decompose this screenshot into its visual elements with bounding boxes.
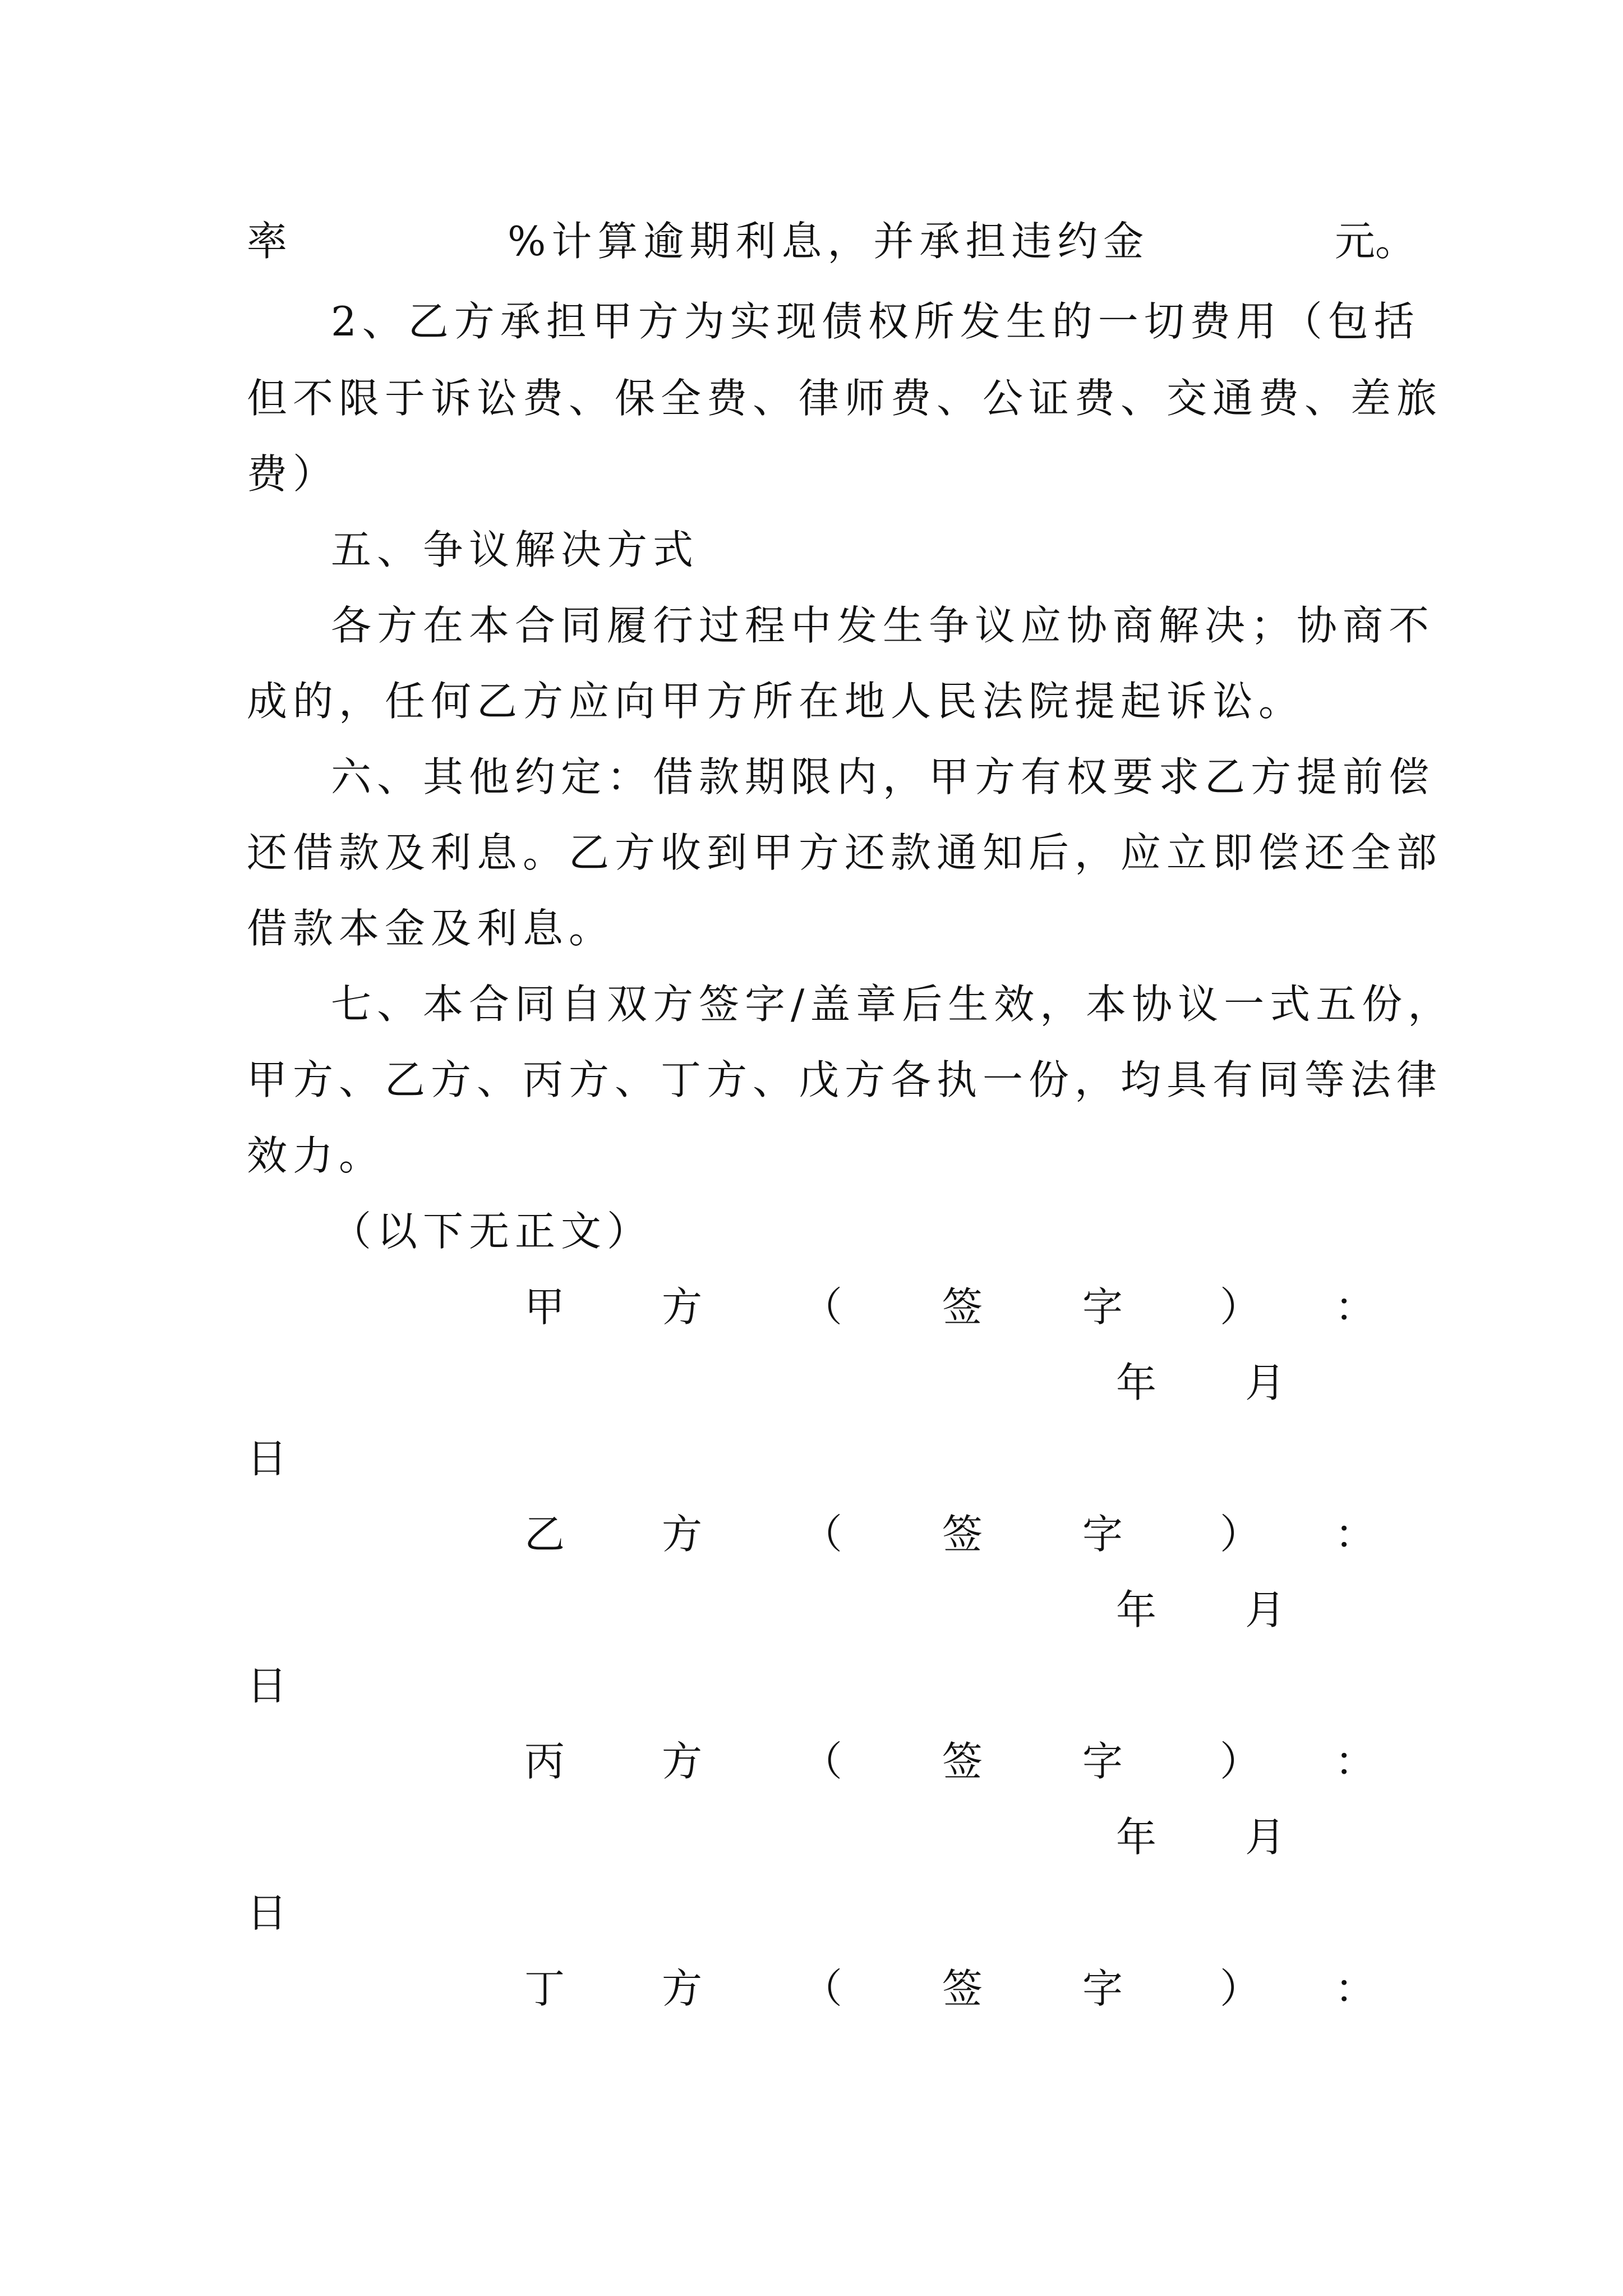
sig-year: 年	[1116, 1359, 1157, 1406]
clause-fees-line-3: 费）	[247, 450, 339, 498]
sig-qian: 签	[942, 1283, 983, 1331]
dispute-line-2: 成的，任何乙方应向甲方所在地人民法院提起诉讼。	[247, 678, 1305, 725]
sig-fang: 方	[662, 1283, 703, 1331]
other-terms-line-1: 六、其他约定：借款期限内，甲方有权要求乙方提前偿	[331, 753, 1435, 800]
sig-day: 日	[247, 1435, 288, 1482]
sig-close-paren: ）	[1220, 1511, 1261, 1558]
sig-month: 月	[1245, 1586, 1286, 1634]
sig-close-paren: ）	[1220, 1283, 1261, 1331]
clause-fees-line-2: 但不限于诉讼费、保全费、律师费、公证费、交通费、差旅	[247, 375, 1443, 422]
sig-zi: 字	[1082, 1511, 1123, 1558]
section-dispute-heading: 五、争议解决方式	[331, 526, 699, 573]
sig-open-paren: （	[802, 1283, 843, 1331]
sig-fang: 方	[662, 1511, 703, 1558]
no-further-text: （以下无正文）	[331, 1208, 653, 1255]
other-terms-line-2: 还借款及利息。乙方收到甲方还款通知后，应立即偿还全部	[247, 829, 1443, 876]
sig-zi: 字	[1082, 1283, 1123, 1331]
text-rate-prefix: 率	[247, 218, 288, 265]
sig-party: 甲	[524, 1283, 565, 1331]
sig-open-paren: （	[802, 1511, 843, 1558]
sig-year: 年	[1116, 1586, 1157, 1634]
sig-qian: 签	[942, 1965, 983, 2012]
sig-fang: 方	[662, 1738, 703, 1785]
sig-colon: ：	[1335, 1965, 1376, 2012]
text-overdue-interest: %计算逾期利息，并承担违约金	[508, 218, 1150, 265]
sig-qian: 签	[942, 1511, 983, 1558]
sig-month: 月	[1245, 1814, 1286, 1861]
sig-party: 丁	[524, 1965, 565, 2012]
effect-line-2: 甲方、乙方、丙方、丁方、戊方各执一份，均具有同等法律	[247, 1056, 1443, 1103]
text-yuan: 元。	[1335, 218, 1416, 265]
sig-close-paren: ）	[1220, 1965, 1261, 2012]
sig-zi: 字	[1082, 1965, 1123, 2012]
sig-open-paren: （	[802, 1738, 843, 1785]
sig-close-paren: ）	[1220, 1738, 1261, 1785]
sig-colon: ：	[1335, 1283, 1376, 1331]
effect-line-3: 效力。	[247, 1132, 385, 1179]
sig-party: 乙	[524, 1511, 565, 1558]
effect-line-1: 七、本合同自双方签字/盖章后生效，本协议一式五份，	[331, 981, 1454, 1028]
sig-fang: 方	[662, 1965, 703, 2012]
sig-qian: 签	[942, 1738, 983, 1785]
clause-fees-line-1: 2、乙方承担甲方为实现债权所发生的一切费用（包括	[331, 298, 1420, 345]
sig-month: 月	[1245, 1359, 1286, 1406]
sig-open-paren: （	[802, 1965, 843, 2012]
sig-colon: ：	[1335, 1738, 1376, 1785]
sig-day: 日	[247, 1662, 288, 1709]
sig-year: 年	[1116, 1814, 1157, 1861]
sig-colon: ：	[1335, 1511, 1376, 1558]
sig-zi: 字	[1082, 1738, 1123, 1785]
sig-party: 丙	[524, 1738, 565, 1785]
dispute-line-1: 各方在本合同履行过程中发生争议应协商解决；协商不	[331, 602, 1435, 649]
sig-day: 日	[247, 1889, 288, 1936]
other-terms-line-3: 借款本金及利息。	[247, 905, 615, 952]
